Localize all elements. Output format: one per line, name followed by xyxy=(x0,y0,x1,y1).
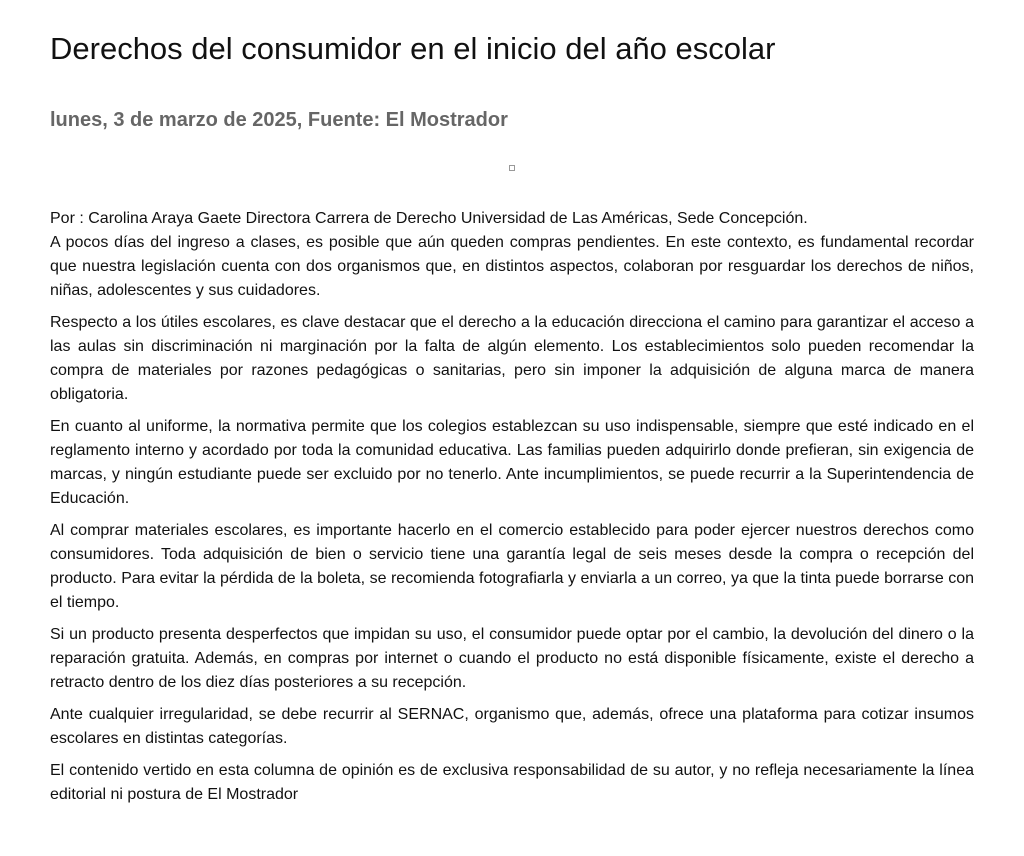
article-date-source: lunes, 3 de marzo de 2025, Fuente: El Mostrador xyxy=(50,109,508,131)
article-body xyxy=(50,207,974,807)
article-disclaimer: El contenido vertido en esta columna de opinión es de exclusiva responsabilidad de su autor, y no refleja necesariamente la línea editorial ni postura de El Mostrador xyxy=(50,762,974,803)
article-paragraph: Al comprar materiales escolares, es importante hacerlo en el comercio establecido para poder ejercer nuestros derechos como consumidores. Toda adquisición de bien o servicio tiene una garantía legal de seis meses desde la compra o recepción del producto. Para evitar la pérdida de la boleta, se recomienda fotografiarla y enviarla a un correo, ya que la tinta puede borrarse con el tiempo. xyxy=(50,522,974,611)
broken-image-icon xyxy=(509,165,515,171)
page-title: Derechos del consumidor en el inicio del año escolar xyxy=(50,31,776,66)
article-paragraph: A pocos días del ingreso a clases, es posible que aún queden compras pendientes. En este contexto, es fundamental recordar que nuestra legislación cuenta con dos organismos que, en distintos aspectos, colaboran por resguardar los derechos de niños, niñas, adolescentes y sus cuidadores. xyxy=(50,234,974,299)
article-byline: Por : Carolina Araya Gaete Directora Carrera de Derecho Universidad de Las Américas, Sede Concepción. xyxy=(50,210,808,227)
article-paragraph: Respecto a los útiles escolares, es clave destacar que el derecho a la educación direcciona el camino para garantizar el acceso a las aulas sin discriminación ni marginación por la falta de algún elemento. Los establecimientos solo pueden recomendar la compra de materiales por razones pedagógicas o sanitarias, pero sin imponer la adquisición de alguna marca de manera obligatoria. xyxy=(50,314,974,403)
article-paragraph: Ante cualquier irregularidad, se debe recurrir al SERNAC, organismo que, además, ofrece una plataforma para cotizar insumos escolares en distintas categorías. xyxy=(50,706,974,747)
article-paragraph: En cuanto al uniforme, la normativa permite que los colegios establezcan su uso indispensable, siempre que esté indicado en el reglamento interno y acordado por toda la comunidad educativa. Las familias pueden adquirirlo donde prefieran, sin exigencia de marcas, y ningún estudiante puede ser excluido por no tenerlo. Ante incumplimientos, se puede recurrir a la Superintendencia de Educación. xyxy=(50,418,974,507)
article-paragraph: Si un producto presenta desperfectos que impidan su uso, el consumidor puede optar por el cambio, la devolución del dinero o la reparación gratuita. Además, en compras por internet o cuando el producto no está disponible físicamente, existe el derecho a retracto dentro de los diez días posteriores a su recepción. xyxy=(50,626,974,691)
